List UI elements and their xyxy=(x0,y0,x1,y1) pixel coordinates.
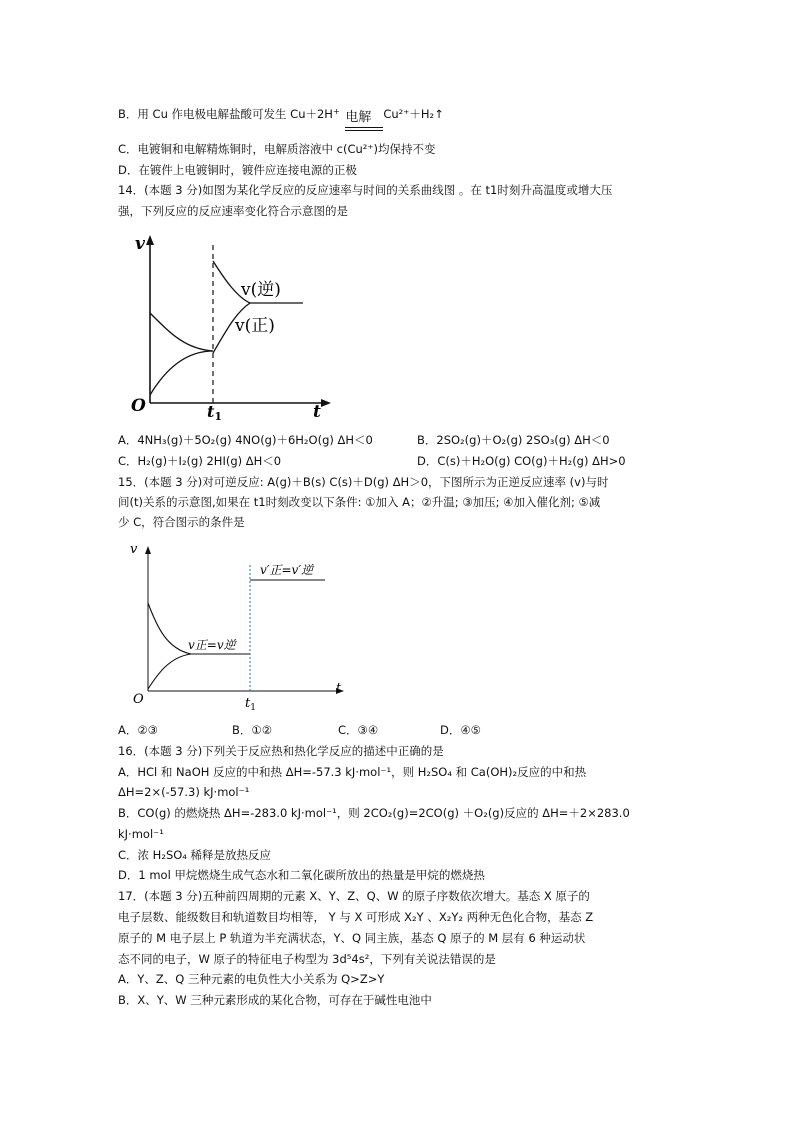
question-14-line-2: 强，下列反应的反应速率变化符合示意图的是 xyxy=(118,204,348,218)
question-14-line-1: 14．(本题 3 分)如图为某化学反应的反应速率与时间的关系曲线图 。在 t1时刻升高温度或增大压 xyxy=(118,183,613,197)
q16-option-d: D．1 mol 甲烷燃烧生成气态水和二氧化碳所放出的热量是甲烷的燃烧热 xyxy=(118,868,485,882)
fig1-y-axis-label: v xyxy=(135,234,145,254)
question-16-line-1: 16．(本题 3 分)下列关于反应热和热化学反应的描述中正确的是 xyxy=(118,744,444,758)
question-17-line-2: 电子层数、能级数目和轨道数目均相等， Y 与 X 可形成 X₂Y 、X₂Y₂ 两种无色化合物，基态 Z xyxy=(118,910,594,924)
question-17-line-1: 17．(本题 3 分)五种前四周期的元素 X、Y、Z、Q、W 的原子序数依次增大。基态 X 原子的 xyxy=(118,889,590,903)
question-17-line-4: 态不同的电子，W 原子的特征电子构型为 3d⁵4s²，下列有关说法错误的是 xyxy=(118,952,496,966)
fig1-t1-label: t1 xyxy=(207,402,223,423)
q15-option-b: B．①② xyxy=(232,723,273,737)
fig1-x-axis-label: t xyxy=(313,402,321,422)
figure-2-rate-time-graph xyxy=(125,537,365,717)
fig2-after-t1-label: v′正=v′逆 xyxy=(260,563,314,577)
fig1-reverse-rate-label: v(逆) xyxy=(241,280,281,300)
q14-option-c: C．H₂(g)＋I₂(g) 2HI(g) ΔH＜0 xyxy=(118,454,282,468)
question-17-line-3: 原子的 M 电子层上 P 轨道为半充满状态，Y、Q 同主族，基态 Q 原子的 M 层有 6 种运动状 xyxy=(118,931,586,945)
question-15-line-1: 15．(本题 3 分)对可逆反应: A(g)＋B(s) C(s)＋D(g) ΔH＞0，下图所示为正逆反应速率 (v)与时 xyxy=(118,475,609,489)
fig2-x-axis-label: t xyxy=(336,681,342,696)
q16-option-a-line-1: A．HCl 和 NaOH 反应的中和热 ΔH=-57.3 kJ·mol⁻¹，则 H₂SO₄ 和 Ca(OH)₂反应的中和热 xyxy=(118,765,587,779)
q16-option-b-line-1: B．CO(g) 的燃烧热 ΔH=-283.0 kJ·mol⁻¹，则 2CO₂(g)=2CO(g) ＋O₂(g)反应的 ΔH=＋2×283.0 xyxy=(118,806,630,820)
electrolysis-label: 电解 xyxy=(345,110,372,125)
fig2-y-axis-label: v xyxy=(130,542,138,557)
q16-option-b-line-2: kJ·mol⁻¹ xyxy=(118,827,164,841)
q15-option-d: D．④⑤ xyxy=(440,723,481,737)
q15-option-a: A．②③ xyxy=(118,723,158,737)
q14-option-b: B．2SO₂(g)＋O₂(g) 2SO₃(g) ΔH＜0 xyxy=(417,433,610,447)
q17-option-a: A．Y、Z、Q 三种元素的电负性大小关系为 Q>Z>Y xyxy=(118,972,385,986)
q15-option-c: C．③④ xyxy=(338,723,379,737)
superscript-plus: + xyxy=(332,107,340,116)
fig1-origin-label: O xyxy=(131,396,146,416)
fig2-before-t1-label: v正=v逆 xyxy=(188,638,236,652)
question-15-line-3: 少 C，符合图示的条件是 xyxy=(118,515,245,529)
option-b-text: B．用 Cu 作电极电解盐酸可发生 Cu＋2H xyxy=(118,107,333,121)
q16-option-c: C．浓 H₂SO₄ 稀释是放热反应 xyxy=(118,848,272,862)
fig1-forward-rate-label: v(正) xyxy=(235,316,275,336)
q14-option-d: D．C(s)＋H₂O(g) CO(g)＋H₂(g) ΔH>0 xyxy=(417,454,626,468)
question-15-line-2: 间(t)关系的示意图,如果在 t1时刻改变以下条件: ①加入 A；②升温; ③加压; ④加入催化剂; ⑤减 xyxy=(118,495,601,509)
electrolysis-products: Cu²⁺＋H₂↑ xyxy=(383,107,444,121)
q16-option-a-line-2: ΔH=2×(-57.3) kJ·mol⁻¹ xyxy=(118,785,250,799)
q14-option-a: A．4NH₃(g)＋5O₂(g) 4NO(g)＋6H₂O(g) ΔH＜0 xyxy=(118,433,373,447)
fig2-t1-label: $t_1$ xyxy=(245,696,256,713)
option-b-line xyxy=(118,104,444,125)
q17-option-b: B．X、Y、W 三种元素形成的某化合物，可存在于碱性电池中 xyxy=(118,993,432,1007)
option-c-line: C．电镀铜和电解精炼铜时，电解质溶液中 c(Cu²⁺)均保持不变 xyxy=(118,142,436,156)
option-d-line: D．在镀件上电镀铜时，镀件应连接电源的正极 xyxy=(118,163,357,177)
fig2-origin-label: O xyxy=(133,692,144,707)
figure-1-rate-time-graph xyxy=(125,225,345,425)
